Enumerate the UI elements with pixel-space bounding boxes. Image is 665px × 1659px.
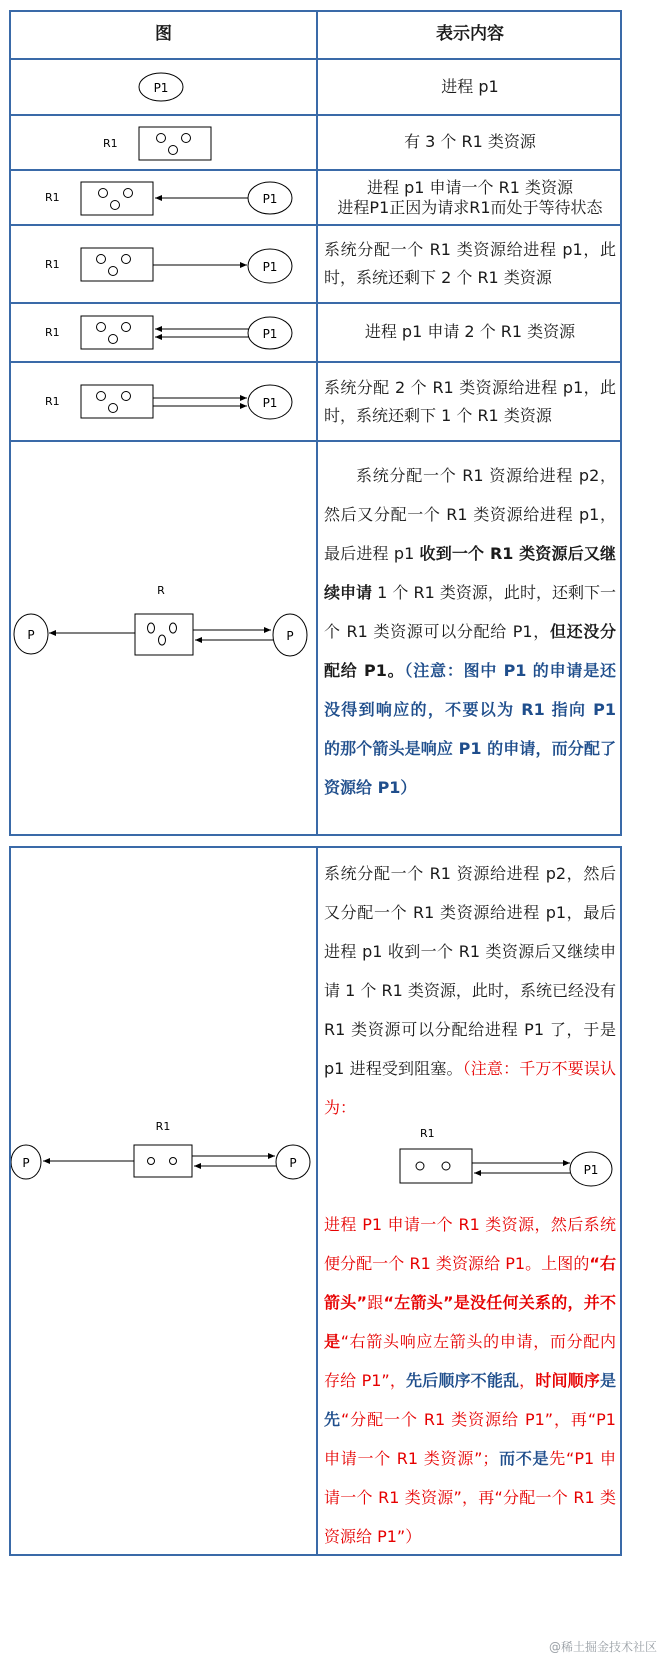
resource-label: R: [157, 584, 165, 597]
note-text: 进程 P1 申请一个 R1 类资源，然后系统便分配一个 R1 类资源给 P1。上图的: [324, 1215, 616, 1273]
meaning-text: 进程 p1: [441, 76, 499, 96]
meaning-text: 系统分配一个 R1 资源给进程 p2，然后又分配一个 R1 类资源给进程 p1，最后进程 p1 收到一个 R1 类资源后又继续申请 1 个 R1 类资源，此时，系统已经没有 R1 类资源可以分配给进程 P1 了，于是 p1 进程受到阻塞。: [324, 864, 616, 1078]
resource-node: [81, 248, 153, 281]
note-blue: 是先: [324, 1371, 616, 1429]
figure-double-request: [11, 304, 316, 361]
resource-node: [135, 614, 193, 655]
meaning-line: 进程P1正因为请求R1而处于等待状态: [337, 197, 603, 217]
process-label: P1: [262, 396, 278, 410]
process-label: P1: [262, 260, 278, 274]
note-bold: “左箭头”: [383, 1293, 454, 1312]
resource-label: R1: [45, 258, 60, 271]
meaning-paragraph: [318, 854, 622, 1554]
meaning-bold: 收到一个 R1 类资源后又继续申请: [324, 544, 616, 602]
note-blue: 先后顺序不能乱: [406, 1371, 520, 1390]
resource-node: [81, 182, 153, 215]
watermark: @稀土掘金技术社区: [548, 1640, 657, 1654]
process-label: P1: [153, 81, 169, 95]
note-text: （注意：千万不要误认为：: [324, 1059, 616, 1117]
meaning-text: 1 个 R1 类资源，此时，还剩下一个 R1 类资源可以分配给 P1，: [324, 583, 616, 641]
resource-label: R1: [420, 1127, 435, 1140]
resource-label: R1: [155, 1120, 171, 1133]
process-label: P1: [262, 327, 278, 341]
header-figure: 图: [155, 24, 172, 45]
note-blue: 而不是: [498, 1449, 550, 1468]
note-text: ，: [519, 1371, 536, 1390]
figure-resource: [11, 116, 316, 169]
meaning-text: 系统分配 2 个 R1 类资源给进程 p1，此时，系统还剩下 1 个 R1 类资源: [324, 377, 616, 425]
meaning-text: 进程 p1 申请 2 个 R1 类资源: [364, 322, 576, 342]
note-text: （注意：图中 P1 的申请是还没得到响应的，不要以为 R1 指向 P1 的那个箭头是响应 P1 的申请，而分配了资源给 P1）: [324, 661, 616, 797]
process-label: P: [27, 628, 35, 642]
resource-label: R1: [45, 395, 60, 408]
note-bold: 是没任何关系的，: [453, 1293, 584, 1312]
note-text: 跟: [367, 1293, 384, 1312]
figure-assign-edge: [11, 226, 316, 302]
process-label: P1: [262, 192, 278, 206]
inline-figure: [324, 1127, 616, 1205]
resource-node: [81, 316, 153, 349]
figure-double-assign: [11, 363, 316, 440]
note-bold: 并不是: [324, 1293, 616, 1351]
meaning-bold: 但还没分配给 P1。: [324, 622, 616, 680]
resource-node: [81, 385, 153, 418]
meaning-line: 进程 p1 申请一个 R1 类资源: [367, 177, 573, 197]
meaning-cell: [318, 171, 622, 224]
rag-table-1: [9, 10, 622, 836]
note-text: “分配一个 R1 类资源给 P1”，再“P1 申请一个 R1 类资源”；: [324, 1410, 616, 1468]
figure-blocked: [11, 848, 316, 1554]
rag-table-2: [9, 846, 622, 1556]
meaning-text: 有 3 个 R1 类资源: [404, 132, 536, 152]
header-meaning: 表示内容: [436, 24, 504, 45]
resource-node: [134, 1145, 192, 1177]
process-label: P: [22, 1156, 30, 1170]
meaning-paragraph: [318, 456, 622, 826]
note-text: “右箭头响应左箭头的申请，而分配内存给 P1”，: [324, 1332, 616, 1390]
meaning-text: 系统分配一个 R1 资源给进程 p2，然后又分配一个 R1 类资源给进程 p1，最后进程 p1: [324, 466, 616, 563]
resource-node: [400, 1149, 472, 1183]
figure-request-edge: [11, 171, 316, 224]
figure-pending-request: [11, 442, 316, 836]
resource-label: R1: [103, 137, 118, 150]
meaning-text: 系统分配一个 R1 类资源给进程 p1，此时，系统还剩下 2 个 R1 类资源: [324, 240, 616, 287]
process-label: P1: [583, 1163, 599, 1177]
note-text: 先“P1 申请一个 R1 类资源”，再“分配一个 R1 类资源给 P1”）: [324, 1449, 616, 1546]
resource-label: R1: [45, 191, 60, 204]
process-label: P: [289, 1156, 297, 1170]
resource-label: R1: [45, 326, 60, 339]
note-bold: 时间顺序: [535, 1371, 600, 1390]
process-label: P: [286, 629, 294, 643]
note-bold: “右箭头”: [324, 1254, 616, 1312]
resource-node: [139, 127, 211, 160]
figure-process: [11, 60, 316, 114]
